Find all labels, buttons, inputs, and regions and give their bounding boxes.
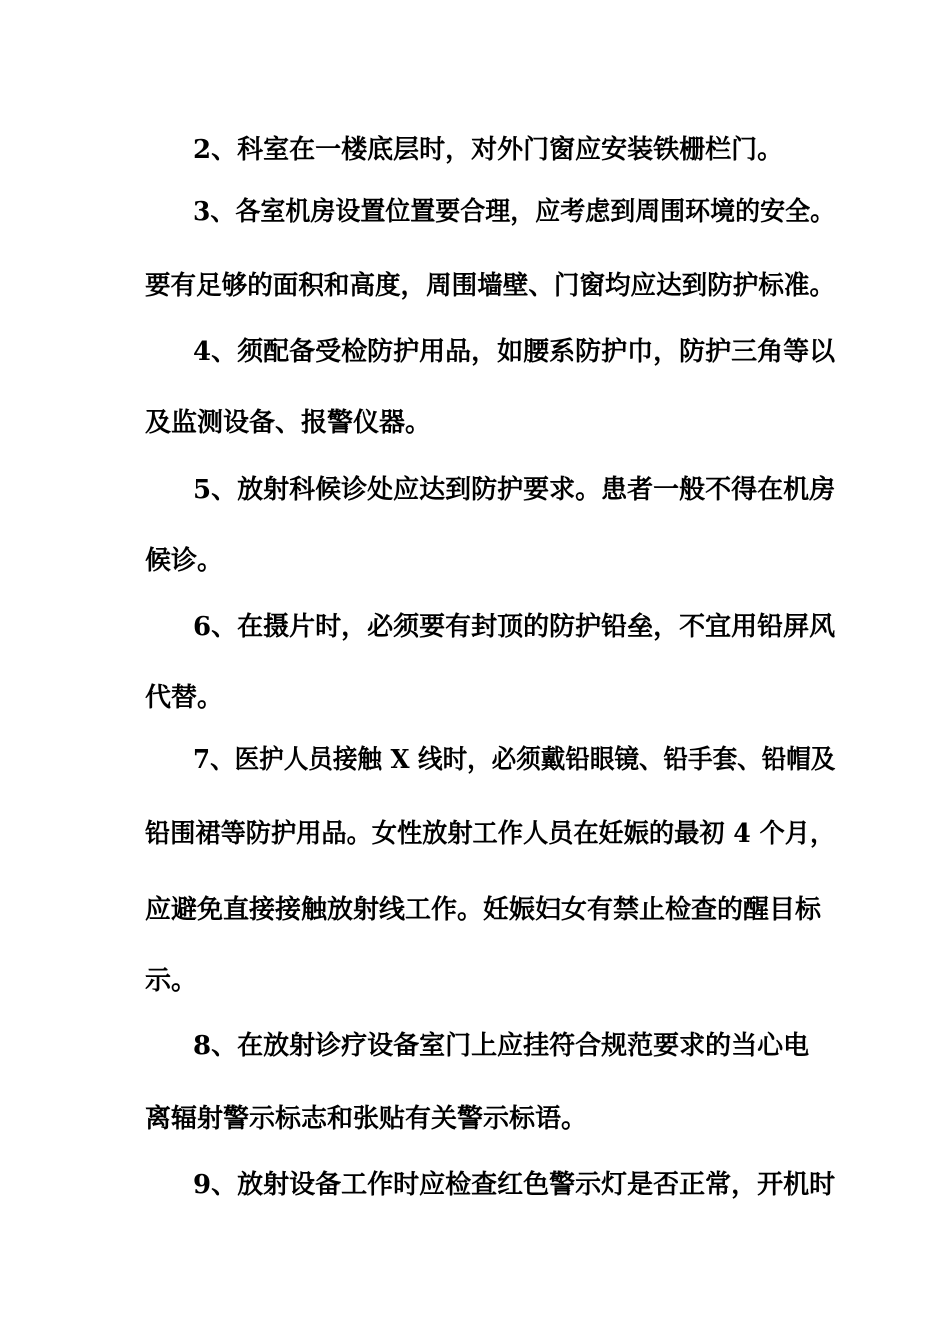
paragraph-line: 5、放射科候诊处应达到防护要求。患者一般不得在机房: [193, 475, 836, 505]
paragraph-line: 6、在摄片时，必须要有封顶的防护铅垒，不宜用铅屏风: [193, 612, 836, 642]
paragraph-line: 7、医护人员接触 X 线时，必须戴铅眼镜、铅手套、铅帽及: [193, 745, 836, 775]
paragraph-line: 8、在放射诊疗设备室门上应挂符合规范要求的当心电: [193, 1031, 810, 1061]
paragraph-line: 及监测设备、报警仪器。: [145, 408, 432, 438]
paragraph-line: 要有足够的面积和高度，周围墙壁、门窗均应达到防护标准。: [145, 271, 836, 301]
paragraph-line: 铅围裙等防护用品。女性放射工作人员在妊娠的最初 4 个月，: [145, 819, 836, 849]
paragraph-line: 2、科室在一楼底层时，对外门窗应安装铁栅栏门。: [193, 135, 784, 165]
paragraph-line: 代替。: [145, 683, 224, 713]
paragraph-line: 3、各室机房设置位置要合理，应考虑到周围环境的安全。: [193, 197, 836, 227]
paragraph-line: 应避免直接接触放射线工作。妊娠妇女有禁止检查的醒目标: [145, 895, 822, 925]
paragraph-line: 4、须配备受检防护用品，如腰系防护巾，防护三角等以: [193, 337, 836, 367]
paragraph-line: 离辐射警示标志和张贴有关警示标语。: [145, 1104, 588, 1134]
paragraph-line: 候诊。: [145, 546, 224, 576]
paragraph-line: 9、放射设备工作时应检查红色警示灯是否正常，开机时: [193, 1170, 836, 1200]
paragraph-line: 示。: [145, 966, 198, 996]
